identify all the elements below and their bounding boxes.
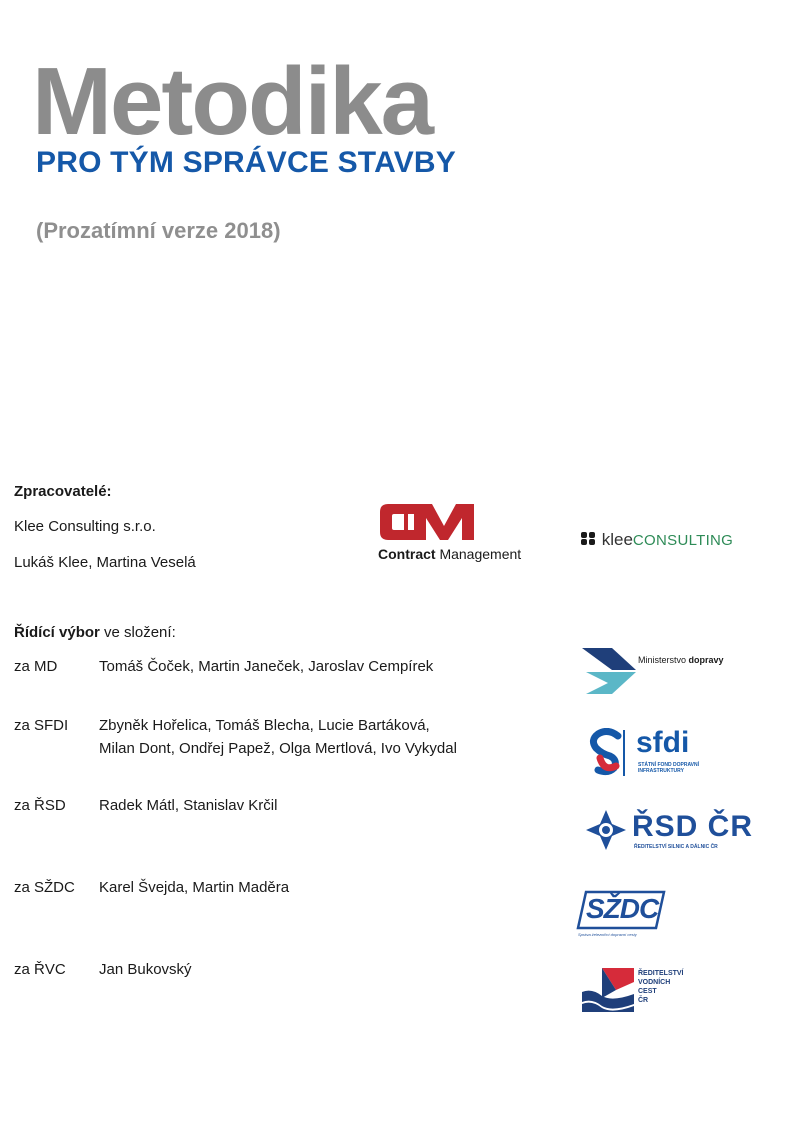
committee-members-sfdi-line2: Milan Dont, Ondřej Papež, Olga Mertlová, Ivo Vykydal (99, 740, 457, 757)
sfdi-logo-small2: INFRASTRUKTURY (638, 768, 684, 774)
version-note: (Prozatímní verze 2018) (36, 218, 281, 243)
sfdi-logo-s-icon (588, 728, 628, 778)
committee-org-md: za MD (14, 658, 58, 675)
sfdi-logo-text: sfdi (636, 726, 690, 759)
rsd-logo-text: ŘSD ČR (632, 810, 754, 843)
committee-org-rsd: za ŘSD (14, 797, 66, 814)
committee-members-md: Tomáš Čoček, Martin Janeček, Jaroslav Cempírek (99, 658, 434, 675)
szdc-logo-text: SŽDC (586, 893, 659, 924)
cm-logo-mark (378, 502, 504, 542)
rvc-logo-flag-icon (582, 968, 634, 1012)
md-logo-text-a: Ministerstvo (638, 655, 687, 665)
sfdi-logo-small1: STÁTNÍ FOND DOPRAVNÍ (638, 762, 700, 768)
document-subtitle: PRO TÝM SPRÁVCE STAVBY (36, 146, 457, 179)
document-title: Metodika (32, 48, 433, 155)
committee-org-szdc: za SŽDC (14, 879, 75, 896)
committee-members-szdc: Karel Švejda, Martin Maděra (99, 879, 290, 896)
committee-members-rsd: Radek Mátl, Stanislav Krčil (99, 797, 278, 814)
rsd-logo (586, 810, 754, 855)
clover-icon (581, 532, 597, 546)
md-logo (582, 648, 724, 699)
rvc-logo (582, 968, 684, 1017)
rvc-logo-line1: ŘEDITELSTVÍ (638, 970, 684, 977)
rsd-logo-interchange-icon (586, 810, 626, 850)
klee-consulting-logo (581, 530, 733, 551)
rvc-logo-line4: ČR (638, 997, 649, 1004)
rvc-logo-line3: CEST (638, 988, 657, 995)
authors-names: Lukáš Klee, Martina Veselá (14, 554, 196, 571)
rsd-logo-small: ŘEDITELSTVÍ SILNIC A DÁLNIC ČR (634, 844, 718, 850)
authors-company: Klee Consulting s.r.o. (14, 518, 156, 535)
rvc-logo-line2: VODNÍCH (638, 979, 671, 986)
klee-logo-word: klee (601, 530, 633, 549)
sfdi-logo (588, 726, 700, 783)
cm-logo-sub-rest: Management (435, 546, 522, 562)
klee-logo-consulting: CONSULTING (632, 532, 734, 549)
authors-label: Zpracovatelé: (14, 483, 112, 500)
committee-label-bold: Řídící výbor (14, 624, 100, 641)
committee-members-sfdi-line1: Zbyněk Hořelica, Tomáš Blecha, Lucie Bartáková, (99, 717, 430, 734)
md-logo-chevron-icon (582, 648, 638, 694)
md-logo-text-b: dopravy (686, 655, 724, 665)
committee-label (14, 624, 176, 642)
szdc-logo (576, 890, 666, 935)
committee-label-rest: ve složení: (99, 624, 176, 641)
szdc-logo-small: Správa železniční dopravní cesty (578, 932, 637, 937)
cm-logo-sub-bold: Contract (378, 546, 436, 562)
cm-logo (378, 502, 521, 562)
committee-org-rvc: za ŘVC (14, 961, 66, 978)
committee-members-rvc: Jan Bukovský (99, 961, 192, 978)
committee-org-sfdi: za SFDI (14, 717, 69, 734)
